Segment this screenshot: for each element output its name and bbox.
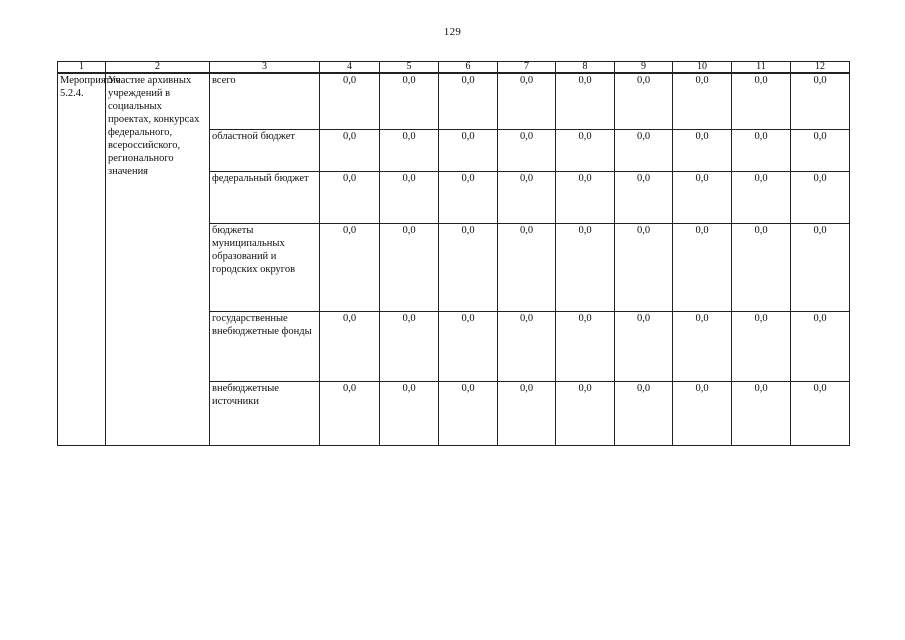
- column-header: 8: [556, 62, 615, 74]
- funding-source: бюджеты муниципальных образований и городских округов: [210, 223, 320, 311]
- page-number: 129: [443, 26, 462, 38]
- amount-cell: 0,0: [380, 223, 439, 311]
- amount-cell: 0,0: [498, 73, 556, 129]
- amount-cell: 0,0: [791, 129, 850, 171]
- amount-cell: 0,0: [320, 129, 380, 171]
- amount-cell: 0,0: [439, 223, 498, 311]
- amount-cell: 0,0: [498, 223, 556, 311]
- amount-cell: 0,0: [380, 73, 439, 129]
- header-row: [58, 62, 850, 74]
- amount-cell: 0,0: [439, 311, 498, 381]
- amount-cell: 0,0: [732, 73, 791, 129]
- column-header: 3: [210, 62, 320, 74]
- column-header: 11: [732, 62, 791, 74]
- amount-cell: 0,0: [732, 381, 791, 445]
- column-header: 2: [106, 62, 210, 74]
- column-header: 10: [673, 62, 732, 74]
- amount-cell: 0,0: [732, 311, 791, 381]
- amount-cell: 0,0: [498, 311, 556, 381]
- amount-cell: 0,0: [439, 73, 498, 129]
- amount-cell: 0,0: [320, 223, 380, 311]
- amount-cell: 0,0: [320, 311, 380, 381]
- amount-cell: 0,0: [380, 311, 439, 381]
- amount-cell: 0,0: [615, 223, 673, 311]
- amount-cell: 0,0: [615, 171, 673, 223]
- table-body: [58, 73, 850, 445]
- amount-cell: 0,0: [439, 381, 498, 445]
- measure-description: Участие архивных учреждений в социальных проектах, конкурсах федерального, всероссийского, регионального значения: [106, 73, 210, 445]
- column-header: 12: [791, 62, 850, 74]
- column-header: 1: [58, 62, 106, 74]
- funding-source: всего: [210, 73, 320, 129]
- amount-cell: 0,0: [556, 171, 615, 223]
- column-header: 6: [439, 62, 498, 74]
- amount-cell: 0,0: [615, 73, 673, 129]
- amount-cell: 0,0: [791, 73, 850, 129]
- column-header: 7: [498, 62, 556, 74]
- amount-cell: 0,0: [439, 129, 498, 171]
- amount-cell: 0,0: [791, 381, 850, 445]
- amount-cell: 0,0: [556, 381, 615, 445]
- amount-cell: 0,0: [498, 171, 556, 223]
- amount-cell: 0,0: [320, 171, 380, 223]
- amount-cell: 0,0: [673, 129, 732, 171]
- amount-cell: 0,0: [732, 171, 791, 223]
- funding-source: внебюджетные источники: [210, 381, 320, 445]
- amount-cell: 0,0: [439, 171, 498, 223]
- amount-cell: 0,0: [673, 311, 732, 381]
- measure-id: Мероприятие 5.2.4.: [58, 73, 106, 445]
- amount-cell: 0,0: [615, 381, 673, 445]
- amount-cell: 0,0: [556, 129, 615, 171]
- table-row: [58, 73, 850, 129]
- amount-cell: 0,0: [673, 381, 732, 445]
- amount-cell: 0,0: [673, 73, 732, 129]
- amount-cell: 0,0: [556, 73, 615, 129]
- amount-cell: 0,0: [791, 311, 850, 381]
- amount-cell: 0,0: [615, 311, 673, 381]
- amount-cell: 0,0: [791, 171, 850, 223]
- column-header: 4: [320, 62, 380, 74]
- funding-source: областной бюджет: [210, 129, 320, 171]
- amount-cell: 0,0: [732, 223, 791, 311]
- amount-cell: 0,0: [380, 171, 439, 223]
- amount-cell: 0,0: [380, 129, 439, 171]
- amount-cell: 0,0: [556, 223, 615, 311]
- amount-cell: 0,0: [320, 73, 380, 129]
- amount-cell: 0,0: [498, 129, 556, 171]
- budget-table: [57, 61, 850, 446]
- column-header: 5: [380, 62, 439, 74]
- amount-cell: 0,0: [673, 223, 732, 311]
- column-header: 9: [615, 62, 673, 74]
- amount-cell: 0,0: [615, 129, 673, 171]
- funding-source: государственные внебюджетные фонды: [210, 311, 320, 381]
- amount-cell: 0,0: [498, 381, 556, 445]
- amount-cell: 0,0: [380, 381, 439, 445]
- amount-cell: 0,0: [320, 381, 380, 445]
- amount-cell: 0,0: [673, 171, 732, 223]
- funding-source: федеральный бюджет: [210, 171, 320, 223]
- amount-cell: 0,0: [732, 129, 791, 171]
- amount-cell: 0,0: [791, 223, 850, 311]
- amount-cell: 0,0: [556, 311, 615, 381]
